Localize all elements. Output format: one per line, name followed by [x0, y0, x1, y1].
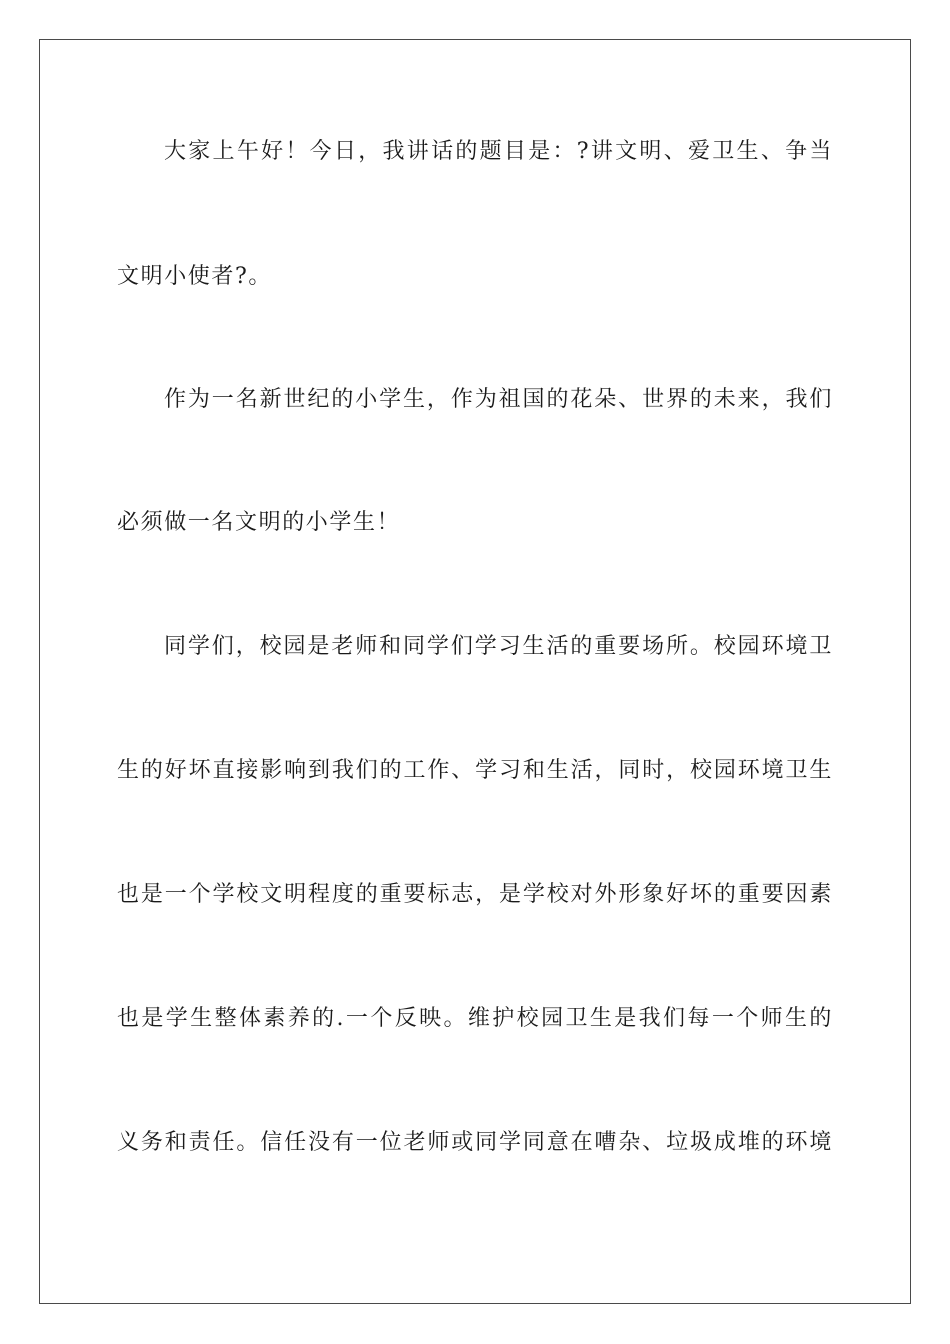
page-border: [39, 39, 911, 1304]
paragraph-1-line-2: 文明小使者?。: [117, 264, 272, 289]
paragraph-3-line-2: 生的好坏直接影响到我们的工作、学习和生活，同时，校园环境卫生: [117, 758, 833, 783]
paragraph-2-line-2: 必须做一名文明的小学生！: [117, 510, 401, 535]
paragraph-3-line-4: 也是学生整体素养的.一个反映。维护校园卫生是我们每一个师生的: [117, 1006, 833, 1031]
paragraph-3-line-5: 义务和责任。信任没有一位老师或同学同意在嘈杂、垃圾成堆的环境: [117, 1130, 833, 1155]
paragraph-2-line-1: 作为一名新世纪的小学生，作为祖国的花朵、世界的未来，我们: [164, 387, 833, 412]
paragraph-3-line-1: 同学们，校园是老师和同学们学习生活的重要场所。校园环境卫: [164, 634, 833, 659]
paragraph-1-line-1: 大家上午好！今日，我讲话的题目是：?讲文明、爱卫生、争当: [164, 139, 833, 164]
paragraph-3-line-3: 也是一个学校文明程度的重要标志，是学校对外形象好坏的重要因素: [117, 882, 833, 907]
